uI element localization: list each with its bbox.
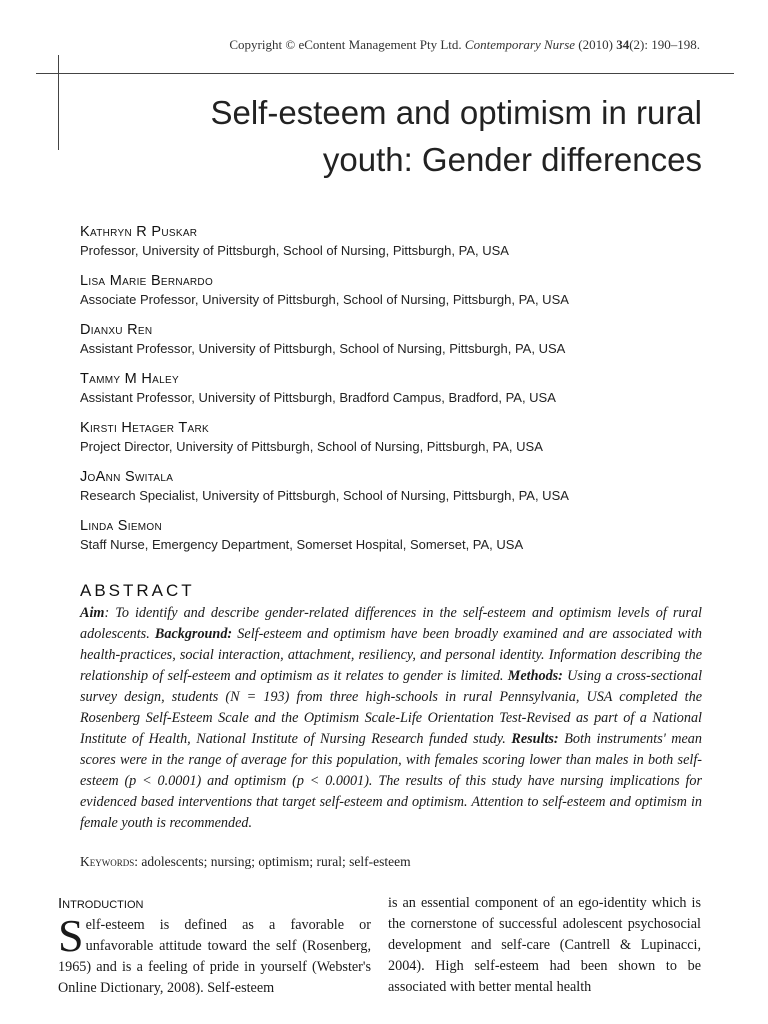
intro-paragraph-left xyxy=(58,910,371,999)
intro-left-text: elf-esteem is defined as a favorable or unfavorable attitude toward the self (Rosenberg, 1965) and is a feeling of pride in yourself (Webster's Online Dictionary, 2008). Self-esteem xyxy=(58,917,371,996)
author-name: JoAnn Switala xyxy=(80,469,174,485)
keywords-text: adolescents; nursing; optimism; rural; self-esteem xyxy=(141,854,411,869)
header-rule xyxy=(36,73,734,74)
author-affiliation: Professor, University of Pittsburgh, School of Nursing, Pittsburgh, PA, USA xyxy=(80,243,509,258)
intro-paragraph-right: is an essential component of an ego-identity which is the cornerstone of successful adolescent psychosocial development and self-care (Cantrell & Lupinacci, 2004). High self-esteem had been shown to be associated with better mental health xyxy=(388,895,701,995)
author-affiliation: Staff Nurse, Emergency Department, Somerset Hospital, Somerset, PA, USA xyxy=(80,537,524,552)
abstract-aim-text: : To identify and describe gender-related differences in the self-esteem and optimism levels of rural adolescents. xyxy=(80,605,702,642)
author-entry xyxy=(80,468,720,505)
abstract-body xyxy=(80,603,702,834)
author-entry xyxy=(80,321,720,358)
keywords-line xyxy=(80,854,411,870)
author-list xyxy=(80,223,720,566)
abstract-heading: ABSTRACT xyxy=(80,581,195,600)
title-line-2: youth: Gender differences xyxy=(322,141,702,178)
keywords-label: Keywords: xyxy=(80,854,138,869)
author-affiliation: Research Specialist, University of Pittsburgh, School of Nursing, Pittsburgh, PA, USA xyxy=(80,488,569,503)
abstract-results-text: Both instruments' mean scores were in the range of average for this population, with females scoring lower than males in both self-esteem (p < 0.0001) and optimism (p < 0.0001). The results of this study have nursing implications for evidenced based interventions that target self-esteem and optimism. Attention to self-esteem and optimism in female youth is recommended. xyxy=(80,731,702,831)
author-affiliation: Assistant Professor, University of Pittsburgh, School of Nursing, Pittsburgh, PA, USA xyxy=(80,341,566,356)
section-heading-introduction: Introduction xyxy=(58,895,144,912)
abstract-background-label: Background: xyxy=(154,626,233,642)
author-entry xyxy=(80,272,720,309)
title-line-1: Self-esteem and optimism in rural xyxy=(210,94,702,131)
author-name: Linda Siemon xyxy=(80,518,163,534)
drop-cap: S xyxy=(58,910,84,961)
author-entry xyxy=(80,419,720,456)
author-affiliation: Associate Professor, University of Pittsburgh, School of Nursing, Pittsburgh, PA, USA xyxy=(80,292,569,307)
journal-volume: 34 xyxy=(616,37,630,52)
body-column-right xyxy=(388,893,701,998)
author-affiliation: Project Director, University of Pittsburgh, School of Nursing, Pittsburgh, PA, USA xyxy=(80,439,543,454)
author-entry xyxy=(80,517,720,554)
author-affiliation: Assistant Professor, University of Pittsburgh, Bradford Campus, Bradford, PA, USA xyxy=(80,390,556,405)
copyright-prefix: Copyright © eContent Management Pty Ltd. xyxy=(229,37,462,52)
abstract-results-label: Results: xyxy=(511,731,559,747)
journal-issue-pages: (2): 190–198. xyxy=(629,37,700,52)
author-entry xyxy=(80,370,720,407)
margin-rule xyxy=(58,55,59,150)
author-name: Lisa Marie Bernardo xyxy=(80,273,214,289)
journal-name: Contemporary Nurse xyxy=(464,37,576,52)
author-name: Tammy M Haley xyxy=(80,371,179,387)
journal-year: (2010) xyxy=(578,37,613,52)
author-name: Kirsti Hetager Tark xyxy=(80,420,209,436)
article-title xyxy=(102,89,702,183)
copyright-line xyxy=(229,37,700,53)
abstract-methods-text: Using a cross-sectional survey design, students (N = 193) from three high-schools in rural Pennsylvania, USA completed the Rosenberg Self-Esteem Scale and the Optimism Scale-Life Orientation Test-Revised as part of a National Institute of Health, National Institute of Nursing Research funded study. xyxy=(80,668,703,747)
author-name: Kathryn R Puskar xyxy=(80,224,198,240)
author-name: Dianxu Ren xyxy=(80,322,153,338)
abstract-aim-label: Aim xyxy=(80,605,105,621)
body-column-left xyxy=(58,893,371,999)
author-entry xyxy=(80,223,720,260)
abstract-methods-label: Methods: xyxy=(507,668,563,684)
abstract-background-text: Self-esteem and optimism have been broadly examined and are associated with health-practices, social interaction, attachment, resiliency, and personal identity. Information describing the relationship of self-esteem and optimism as it relates to gender is limited. xyxy=(80,626,703,684)
